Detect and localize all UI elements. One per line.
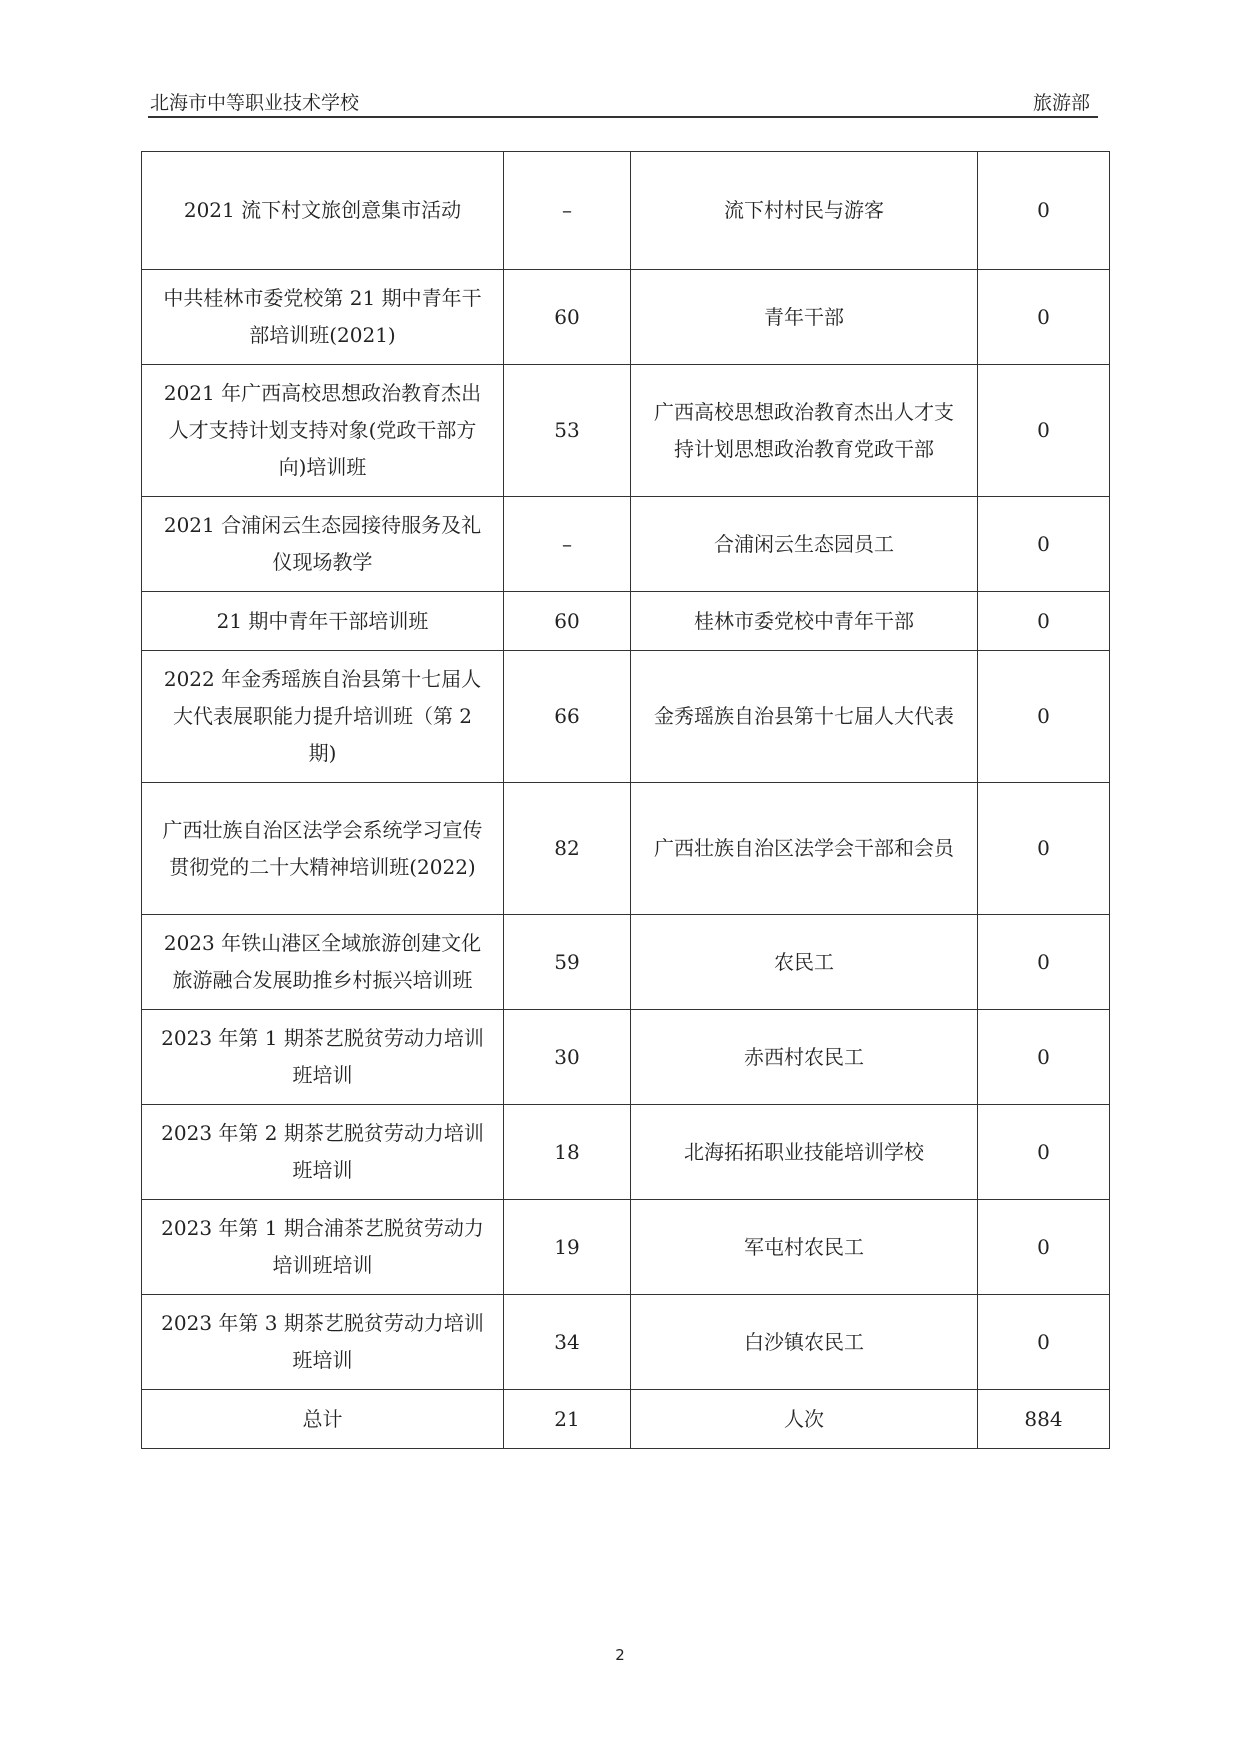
table-row: [142, 1200, 1110, 1295]
value-cell: 0: [978, 592, 1110, 651]
training-name-cell: 2023 年第 1 期合浦茶艺脱贫劳动力培训班培训: [142, 1200, 504, 1295]
training-name-cell: 2022 年金秀瑶族自治县第十七届人大代表展职能力提升培训班（第 2 期): [142, 651, 504, 783]
table-row: [142, 270, 1110, 365]
value-cell: 0: [978, 1295, 1110, 1390]
training-name-cell: 21 期中青年干部培训班: [142, 592, 504, 651]
value-cell: 0: [978, 270, 1110, 365]
target-group-cell: 青年干部: [631, 270, 978, 365]
training-name-cell: 广西壮族自治区法学会系统学习宣传贯彻党的二十大精神培训班(2022): [142, 783, 504, 915]
participant-count-cell: 19: [504, 1200, 631, 1295]
target-group-cell: 军屯村农民工: [631, 1200, 978, 1295]
total-value-cell: 884: [978, 1390, 1110, 1449]
value-cell: 0: [978, 497, 1110, 592]
target-group-cell: 赤西村农民工: [631, 1010, 978, 1105]
department-name: 旅游部: [1032, 92, 1090, 114]
training-name-cell: 2023 年第 2 期茶艺脱贫劳动力培训班培训: [142, 1105, 504, 1200]
training-name-cell: 2021 合浦闲云生态园接待服务及礼仪现场教学: [142, 497, 504, 592]
value-cell: 0: [978, 915, 1110, 1010]
page-header: [148, 86, 1098, 118]
total-unit-cell: 人次: [631, 1390, 978, 1449]
value-cell: 0: [978, 152, 1110, 270]
training-name-cell: 2023 年铁山港区全域旅游创建文化旅游融合发展助推乡村振兴培训班: [142, 915, 504, 1010]
target-group-cell: 白沙镇农民工: [631, 1295, 978, 1390]
school-name: 北海市中等职业技术学校: [150, 92, 360, 114]
participant-count-cell: 53: [504, 365, 631, 497]
training-name-cell: 中共桂林市委党校第 21 期中青年干部培训班(2021): [142, 270, 504, 365]
target-group-cell: 流下村村民与游客: [631, 152, 978, 270]
training-name-cell: 2021 年广西高校思想政治教育杰出人才支持计划支持对象(党政干部方向)培训班: [142, 365, 504, 497]
value-cell: 0: [978, 1200, 1110, 1295]
value-cell: 0: [978, 651, 1110, 783]
table-row: [142, 365, 1110, 497]
training-name-cell: 2023 年第 1 期茶艺脱贫劳动力培训班培训: [142, 1010, 504, 1105]
participant-count-cell: –: [504, 497, 631, 592]
total-count-cell: 21: [504, 1390, 631, 1449]
target-group-cell: 农民工: [631, 915, 978, 1010]
training-table: [141, 151, 1110, 1449]
participant-count-cell: 60: [504, 592, 631, 651]
target-group-cell: 广西高校思想政治教育杰出人才支持计划思想政治教育党政干部: [631, 365, 978, 497]
page-number: 2: [615, 1646, 625, 1664]
participant-count-cell: 34: [504, 1295, 631, 1390]
value-cell: 0: [978, 1105, 1110, 1200]
target-group-cell: 合浦闲云生态园员工: [631, 497, 978, 592]
target-group-cell: 金秀瑶族自治县第十七届人大代表: [631, 651, 978, 783]
target-group-cell: 桂林市委党校中青年干部: [631, 592, 978, 651]
value-cell: 0: [978, 365, 1110, 497]
table-row: [142, 152, 1110, 270]
total-row: [142, 1390, 1110, 1449]
table-row: [142, 1010, 1110, 1105]
target-group-cell: 北海拓拓职业技能培训学校: [631, 1105, 978, 1200]
participant-count-cell: 59: [504, 915, 631, 1010]
table-row: [142, 592, 1110, 651]
table-row: [142, 651, 1110, 783]
participant-count-cell: 66: [504, 651, 631, 783]
total-label-cell: 总计: [142, 1390, 504, 1449]
participant-count-cell: 30: [504, 1010, 631, 1105]
participant-count-cell: 60: [504, 270, 631, 365]
table-row: [142, 1295, 1110, 1390]
target-group-cell: 广西壮族自治区法学会干部和会员: [631, 783, 978, 915]
table-row: [142, 497, 1110, 592]
participant-count-cell: –: [504, 152, 631, 270]
table-row: [142, 783, 1110, 915]
participant-count-cell: 82: [504, 783, 631, 915]
table-row: [142, 915, 1110, 1010]
value-cell: 0: [978, 783, 1110, 915]
table-row: [142, 1105, 1110, 1200]
value-cell: 0: [978, 1010, 1110, 1105]
participant-count-cell: 18: [504, 1105, 631, 1200]
training-name-cell: 2021 流下村文旅创意集市活动: [142, 152, 504, 270]
training-name-cell: 2023 年第 3 期茶艺脱贫劳动力培训班培训: [142, 1295, 504, 1390]
